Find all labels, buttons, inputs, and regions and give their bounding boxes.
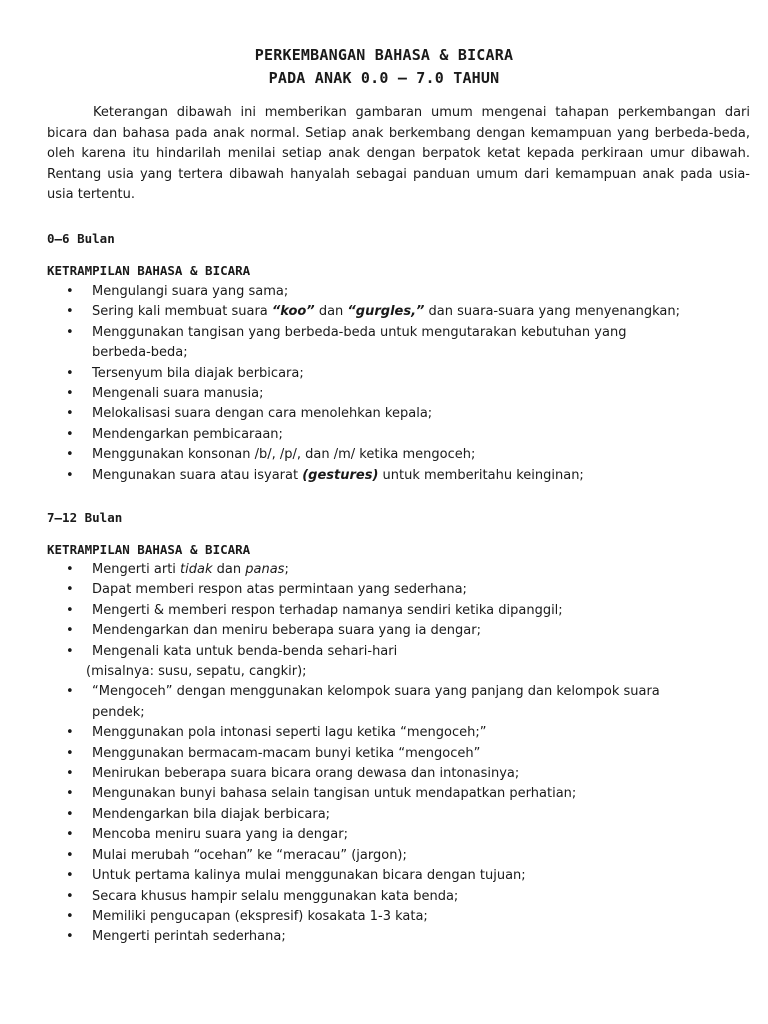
list-item: • Mengerti arti tidak dan panas; [66,560,756,580]
list-item: • Mendengarkan pembicaraan; [66,425,756,445]
skill-heading: KETRAMPILAN BAHASA & BICARA [47,263,251,278]
emphasis-text: (gestures) [302,467,379,483]
bullet-icon: • [66,684,74,700]
list-item: • Mengerti & memberi respon terhadap namanya sendiri ketika dipanggil; [66,601,756,621]
list-item: • Mengulangi suara yang sama; [66,282,756,302]
intro-paragraph: Keterangan dibawah ini memberikan gambaran umum mengenai tahapan perkembangan dari bicara dan bahasa pada anak normal. Setiap anak berkembang dengan kemampuan yang berbeda-beda, oleh karena itu hindarilah menilai setiap anak dengan berpatok ketat kepada perkiraan umur dibawah. Rentang usia yang tertera dibawah hanyalah sebagai panduan umum dari kemampuan anak pada usia-usia tertentu. [47,105,750,203]
list-item: • Tersenyum bila diajak berbicara; [66,364,756,384]
list-item: • “Mengoceh” dengan menggunakan kelompok suara yang panjang dan kelompok suara [66,682,756,702]
bullet-icon: • [66,806,74,822]
bullet-icon: • [66,365,74,381]
list-item-continuation: berbeda-beda; [92,345,188,361]
emphasis-text: tidak [180,562,213,577]
bullet-icon: • [66,623,74,639]
bullet-icon: • [66,786,74,802]
bullet-icon: • [66,745,74,761]
bullet-icon: • [66,643,74,659]
bullet-icon: • [66,827,74,843]
list-item: • Secara khusus hampir selalu menggunakan kata benda; [66,887,756,907]
list-item: • Memiliki pengucapan (ekspresif) kosakata 1-3 kata; [66,907,756,927]
list-item: • Mengunakan bunyi bahasa selain tangisan untuk mendapatkan perhatian; [66,784,756,804]
bullet-icon: • [66,868,74,884]
list-item: • Mendengarkan dan meniru beberapa suara yang ia dengar; [66,621,756,641]
list-item: • Menggunakan pola intonasi seperti lagu ketika “mengoceh;” [66,723,756,743]
bullet-icon: • [66,582,74,598]
bullet-icon: • [66,888,74,904]
list-item: • Mengenali suara manusia; [66,384,756,404]
list-item: • Dapat memberi respon atas permintaan yang sederhana; [66,580,756,600]
list-item: • Melokalisasi suara dengan cara menolehkan kepala; [66,404,756,424]
list-item: • Untuk pertama kalinya mulai menggunakan bicara dengan tujuan; [66,866,756,886]
skill-heading: KETRAMPILAN BAHASA & BICARA [47,542,251,557]
skill-list [66,560,756,948]
bullet-icon: • [66,562,74,577]
list-item-continuation: pendek; [92,704,145,720]
bullet-icon: • [66,426,74,442]
bullet-icon: • [66,847,74,863]
title-line-2: PADA ANAK 0.0 – 7.0 TAHUN [268,69,500,87]
list-item: • Menggunakan bermacam-macam bunyi ketika “mengoceh” [66,744,756,764]
list-item: • Mendengarkan bila diajak berbicara; [66,805,756,825]
bullet-icon: • [66,602,74,618]
list-item: • Menggunakan tangisan yang berbeda-beda untuk mengutarakan kebutuhan yang [66,323,756,343]
list-item-continuation: (misalnya: susu, sepatu, cangkir); [86,664,307,680]
age-range-heading: 0–6 Bulan [47,231,115,246]
bullet-icon: • [66,929,74,945]
bullet-icon: • [66,324,74,340]
title-line-1: PERKEMBANGAN BAHASA & BICARA [254,46,514,64]
bullet-icon: • [66,467,74,483]
bullet-icon: • [66,304,74,320]
emphasis-text: “koo” [271,304,315,320]
emphasis-text: panas [245,562,285,577]
list-item: • Mengerti perintah sederhana; [66,927,756,947]
age-range-heading: 7–12 Bulan [47,510,123,525]
list-item: • Mengunakan suara atau isyarat (gestures) untuk memberitahu keinginan; [66,466,756,486]
emphasis-text: “gurgles,” [347,304,425,320]
bullet-icon: • [66,725,74,741]
list-item: • Menggunakan konsonan /b/, /p/, dan /m/ ketika mengoceh; [66,445,756,465]
bullet-icon: • [66,386,74,402]
bullet-icon: • [66,447,74,463]
list-item: • Sering kali membuat suara “koo” dan “gurgles,” dan suara-suara yang menyenangkan; [66,302,756,322]
skill-list [66,282,756,486]
bullet-icon: • [66,766,74,782]
list-item: • Mengenali kata untuk benda-benda sehari-hari [66,642,756,662]
list-item: • Mencoba meniru suara yang ia dengar; [66,825,756,845]
bullet-icon: • [66,406,74,422]
bullet-icon: • [66,908,74,924]
list-item: • Menirukan beberapa suara bicara orang dewasa dan intonasinya; [66,764,756,784]
list-item: • Mulai merubah “ocehan” ke “meracau” (jargon); [66,846,756,866]
bullet-icon: • [66,284,74,299]
